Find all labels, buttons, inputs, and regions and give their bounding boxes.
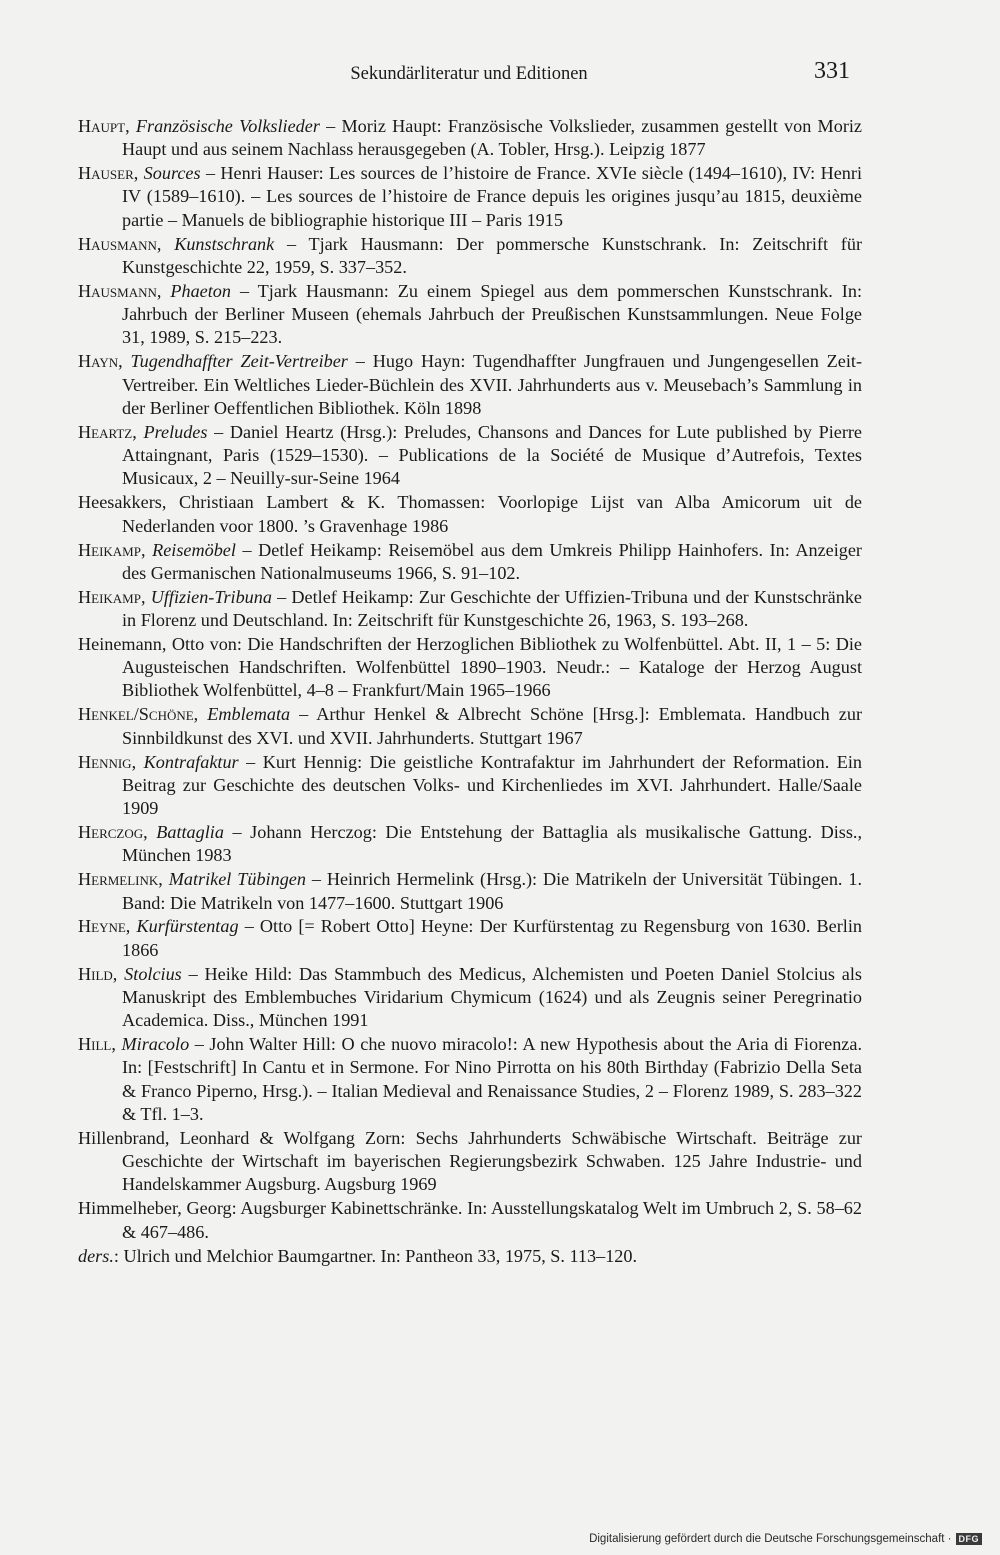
entry-author: Hausmann,: [78, 233, 162, 254]
entry-author: Heyne,: [78, 916, 131, 937]
bibliography-entry: [78, 703, 862, 750]
entry-author: Heikamp,: [78, 539, 146, 560]
entry-author: Haupt,: [78, 116, 130, 136]
bibliography-entry: [78, 1245, 862, 1268]
bibliography-entry: [78, 350, 862, 420]
entry-author: Herczog,: [78, 822, 148, 843]
bibliography-entry: [78, 963, 862, 1033]
entry-text: Himmelheber, Georg: Augsburger Kabinettschränke. In: Ausstellungskatalog Welt im Umbruch 2, S. 58–62 & 467–486.: [78, 1198, 862, 1242]
running-head: [78, 60, 860, 92]
entry-short-title: Reisemöbel: [152, 539, 236, 560]
bibliography-entry: [78, 421, 862, 491]
entry-text: – Heike Hild: Das Stammbuch des Medicus, Alchemisten und Poeten Daniel Stolcius als Manuskript des Emblembuches Viridarium Chymicum (1624) und als Zeugnis seiner Peregrinatio Academica. Diss., München 1991: [122, 963, 862, 1031]
entry-text: – Moriz Haupt: Französische Volkslieder, zusammen gestellt von Moriz Haupt und aus seinem Nachlass herausgegeben (A. Tobler, Hrsg.). Leipzig 1877: [122, 116, 863, 160]
bibliography-entry: [78, 1033, 862, 1126]
entry-short-title: Sources: [143, 163, 201, 184]
entry-short-title: Phaeton: [170, 280, 231, 301]
bibliography-entry: [78, 280, 862, 350]
entry-short-title: Matrikel Tübingen: [168, 869, 306, 890]
bibliography-entry: [78, 162, 862, 232]
bibliography-entry: [78, 233, 862, 280]
entry-author: Heikamp,: [78, 586, 146, 607]
entry-short-title: Miracolo: [121, 1034, 190, 1055]
entry-short-title: Stolcius: [124, 963, 182, 984]
entry-text: – Tjark Hausmann: Der pommersche Kunstschrank. In: Zeitschrift für Kunstgeschichte 22, 1959, S. 337–352.: [122, 233, 862, 277]
entry-author: Hennig,: [78, 751, 137, 772]
entry-author: Heartz,: [78, 421, 137, 442]
dfg-credit: [589, 1533, 982, 1545]
dfg-logo-icon: DFG: [956, 1533, 983, 1545]
entry-author: Hausmann,: [78, 280, 162, 301]
page-title: Sekundärliteratur und Editionen: [350, 64, 588, 84]
entry-author: Henkel/Schöne,: [78, 704, 199, 725]
bibliography-entry: [78, 586, 862, 633]
entry-text: – Arthur Henkel & Albrecht Schöne [Hrsg.]: Emblemata. Handbuch zur Sinnbildkunst des XVI. und XVII. Jahrhunderts. Stuttgart 1967: [122, 704, 863, 748]
entry-text: – Heinrich Hermelink (Hrsg.): Die Matrikeln der Universität Tübingen. 1. Band: Die Matrikeln von 1477–1600. Stuttgart 1906: [122, 869, 863, 913]
entry-short-title: Französische Volkslieder: [135, 116, 320, 136]
bibliography-entry: [78, 633, 862, 703]
bibliography-entry: [78, 539, 862, 586]
bibliography-entry: [78, 1197, 862, 1244]
entry-short-title: Tugendhaffter Zeit-Vertreiber: [130, 351, 348, 372]
entry-text: – Daniel Heartz (Hrsg.): Preludes, Chansons and Dances for Lute published by Pierre Attaingnant, Paris (1529–1530). – Publications de la Société de Musique d’Autrefois, Textes Musicaux, 2 – Neuilly-sur-Seine 1964: [122, 421, 863, 489]
entry-text: – Henri Hauser: Les sources de l’histoire de France. XVIe siècle (1494–1610), IV: Henri IV (1589–1610). – Les sources de l’histoire de France depuis les origines jusqu’au 1815, deuxième partie – Manuels de bibliographie historique III – Paris 1915: [122, 163, 862, 230]
entry-short-title: Kunstschrank: [174, 233, 275, 254]
entry-text: Hillenbrand, Leonhard & Wolfgang Zorn: Sechs Jahrhunderts Schwäbische Wirtschaft. Beiträge zur Geschichte der Wirtschaft im bayerischen Regierungsbezirk Schwaben. 125 Jahre Industrie- und Handelskammer Augsburg. Augsburg 1969: [78, 1127, 862, 1195]
entry-text: Heesakkers, Christiaan Lambert & K. Thomassen: Voorlopige Lijst van Alba Amicorum uit de Nederlanden voor 1800. ’s Gravenhage 1986: [78, 492, 862, 536]
entry-short-title: Battaglia: [156, 822, 224, 843]
entry-text: – Otto [= Robert Otto] Heyne: Der Kurfürstentag zu Regensburg von 1630. Berlin 1866: [122, 916, 863, 960]
entry-author: Hayn,: [78, 351, 123, 372]
bibliography-entry: [78, 868, 862, 915]
entry-short-title: Kurfürstentag: [136, 916, 239, 937]
bibliography-entry: [78, 751, 862, 821]
bibliography-entry: [78, 915, 862, 962]
entry-text: – Tjark Hausmann: Zu einem Spiegel aus dem pommerschen Kunstschrank. In: Jahrbuch der Berliner Museen (ehemals Jahrbuch der Preußischen Kunstsammlungen. Neue Folge 31, 1989, S. 215–223.: [122, 280, 862, 348]
entry-short-title: Kontrafaktur: [143, 751, 239, 772]
page-number: 331: [814, 58, 850, 84]
entry-text: : Ulrich und Melchior Baumgartner. In: Pantheon 33, 1975, S. 113–120.: [113, 1245, 638, 1266]
entry-author: Hill,: [78, 1034, 116, 1055]
entry-text: – Hugo Hayn: Tugendhaffter Jungfrauen und Jungengesellen Zeit-Vertreiber. Ein Weltliches Lieder-Büchlein des XVII. Jahrhunderts aus v. Meusebach’s Sammlung in der Berliner Oeffentlichen Bibliothek. Köln 1898: [122, 351, 862, 418]
entry-text: – John Walter Hill: O che nuovo miracolo!: A new Hypothesis about the Aria di Fiorenza. In: [Festschrift] In Cantu et in Sermone. For Nino Pirrotta on his 80th Birthday (Fabrizio Della Seta & Franco Piperno, Hrsg.). – Italian Medieval and Renaissance Studies, 2 – Florenz 1989, S. 283–322 & Tfl. 1–3.: [122, 1034, 862, 1124]
entry-author: Hermelink,: [78, 869, 163, 890]
entry-short-title: Uffizien-Tribuna: [150, 586, 272, 607]
entry-author: Hild,: [78, 963, 118, 984]
entry-short-title: Emblemata: [207, 704, 291, 725]
bibliography-list: [78, 115, 862, 1268]
bibliography-entry: [78, 491, 862, 538]
entry-text: – Johann Herczog: Die Entstehung der Battaglia als musikalische Gattung. Diss., München 1983: [122, 822, 863, 866]
entry-text: – Detlef Heikamp: Zur Geschichte der Uffizien-Tribuna und der Kunstschränke in Florenz und Deutschland. In: Zeitschrift für Kunstgeschichte 26, 1963, S. 193–268.: [122, 586, 862, 630]
entry-text: Heinemann, Otto von: Die Handschriften der Herzoglichen Bibliothek zu Wolfenbüttel. Abt. II, 1 – 5: Die Augusteischen Handschriften. Wolfenbüttel 1890–1903. Neudr.: – Kataloge der Herzog August Bibliothek Wolfenbüttel, 4–8 – Frankfurt/Main 1965–1966: [78, 633, 862, 701]
entry-short-title: Preludes: [143, 421, 208, 442]
bibliography-entry: [78, 1127, 862, 1197]
bibliography-entry: [78, 821, 862, 868]
dfg-credit-text: Digitalisierung gefördert durch die Deutsche Forschungsgemeinschaft ·: [589, 1533, 952, 1545]
bibliography-entry: [78, 115, 862, 162]
entry-short-title: ders.: [78, 1245, 114, 1266]
entry-text: – Kurt Hennig: Die geistliche Kontrafaktur im Jahrhundert der Reformation. Ein Beitrag zur Geschichte des deutschen Volks- und Kirchenliedes im XVI. Jahrhundert. Halle/Saale 1909: [122, 751, 863, 819]
entry-text: – Detlef Heikamp: Reisemöbel aus dem Umkreis Philipp Hainhofers. In: Anzeiger des Germanischen Nationalmuseums 1966, S. 91–102.: [122, 539, 862, 583]
entry-author: Hauser,: [78, 163, 139, 184]
